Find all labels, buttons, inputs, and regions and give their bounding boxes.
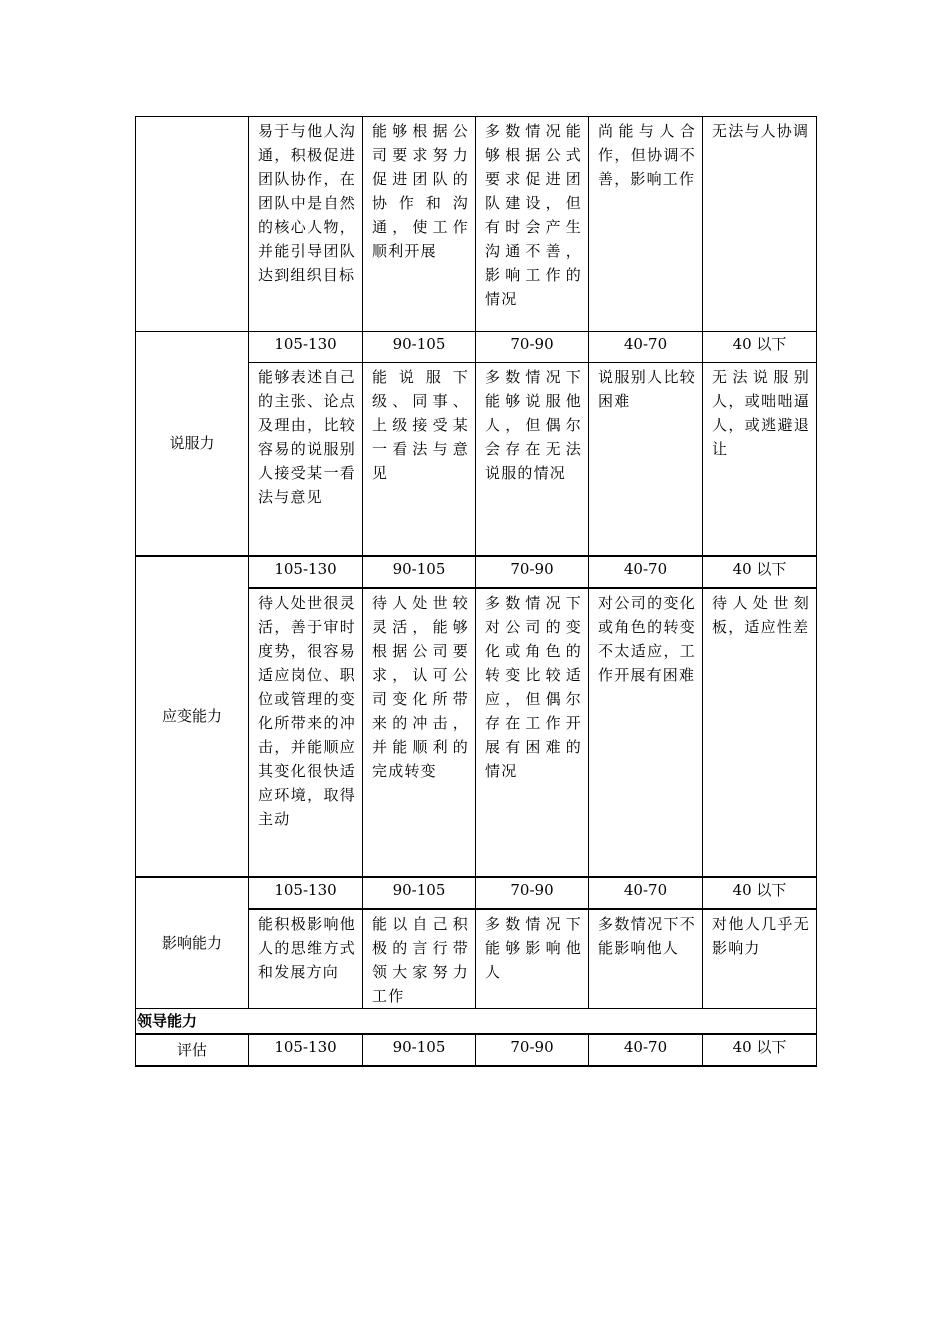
score-cell: 70-90	[476, 877, 589, 909]
desc-cell: 多数情况下能够说服他人，但偶尔会存在无法说服的情况	[476, 363, 589, 556]
score-cell: 40-70	[589, 332, 703, 363]
section-title: 领导能力	[136, 1008, 817, 1034]
desc-cell: 无法与人协调	[703, 117, 817, 332]
score-cell: 40 以下	[703, 877, 817, 909]
desc-cell: 能积极影响他人的思维方式和发展方向	[249, 909, 363, 1009]
score-cell: 105-130	[249, 332, 363, 363]
table-row	[136, 1034, 817, 1066]
desc-cell: 能说服下级、同事、上级接受某一看法与意见	[363, 363, 476, 556]
score-cell: 40-70	[589, 1034, 703, 1066]
desc-cell: 待人处世很灵活，善于审时度势，很容易适应岗位、职位或管理的变化所带来的冲击，并能顺应其变化很快适应环境，取得主动	[249, 588, 363, 877]
table-row	[136, 332, 817, 363]
desc-cell: 对公司的变化或角色的转变不太适应，工作开展有困难	[589, 588, 703, 877]
score-cell: 40 以下	[703, 556, 817, 588]
eval-label: 评估	[136, 1034, 249, 1066]
score-cell: 90-105	[363, 1034, 476, 1066]
desc-cell: 能够表述自己的主张、论点及理由，比较容易的说服别人接受某一看法与意见	[249, 363, 363, 556]
desc-cell: 对他人几乎无影响力	[703, 909, 817, 1009]
score-cell: 90-105	[363, 556, 476, 588]
score-cell: 90-105	[363, 877, 476, 909]
score-cell: 40-70	[589, 556, 703, 588]
table-row	[136, 117, 817, 332]
score-cell: 70-90	[476, 1034, 589, 1066]
row-label: 说服力	[136, 332, 249, 556]
score-cell: 105-130	[249, 1034, 363, 1066]
score-cell: 70-90	[476, 332, 589, 363]
desc-cell: 能够根据公司要求努力促进团队的协作和沟通，使工作顺利开展	[363, 117, 476, 332]
score-cell: 105-130	[249, 877, 363, 909]
desc-cell: 说服别人比较困难	[589, 363, 703, 556]
desc-cell: 多数情况下能够影响他人	[476, 909, 589, 1009]
desc-cell: 多数情况下对公司的变化或角色的转变比较适应，但偶尔存在工作开展有困难的情况	[476, 588, 589, 877]
row-label	[136, 117, 249, 332]
desc-cell: 多数情况能够根据公式要求促进团队建设，但有时会产生沟通不善，影响工作的情况	[476, 117, 589, 332]
desc-cell: 多数情况下不能影响他人	[589, 909, 703, 1009]
row-label: 应变能力	[136, 556, 249, 877]
score-cell: 40-70	[589, 877, 703, 909]
desc-cell: 能以自己积极的言行带领大家努力工作	[363, 909, 476, 1009]
desc-cell: 待人处世刻板，适应性差	[703, 588, 817, 877]
desc-cell: 尚能与人合作，但协调不善，影响工作	[589, 117, 703, 332]
table-row	[136, 556, 817, 588]
row-label: 影响能力	[136, 877, 249, 1009]
score-cell: 90-105	[363, 332, 476, 363]
score-cell: 70-90	[476, 556, 589, 588]
table-row	[136, 877, 817, 909]
desc-cell: 易于与他人沟通，积极促进团队协作，在团队中是自然的核心人物，并能引导团队达到组织目标	[249, 117, 363, 332]
score-cell: 40 以下	[703, 1034, 817, 1066]
score-cell: 105-130	[249, 556, 363, 588]
table-row	[136, 1008, 817, 1034]
evaluation-table	[135, 116, 817, 1067]
desc-cell: 待人处世较灵活，能够根据公司要求，认可公司变化所带来的冲击，并能顺利的完成转变	[363, 588, 476, 877]
score-cell: 40 以下	[703, 332, 817, 363]
desc-cell: 无法说服别人，或咄咄逼人，或逃避退让	[703, 363, 817, 556]
